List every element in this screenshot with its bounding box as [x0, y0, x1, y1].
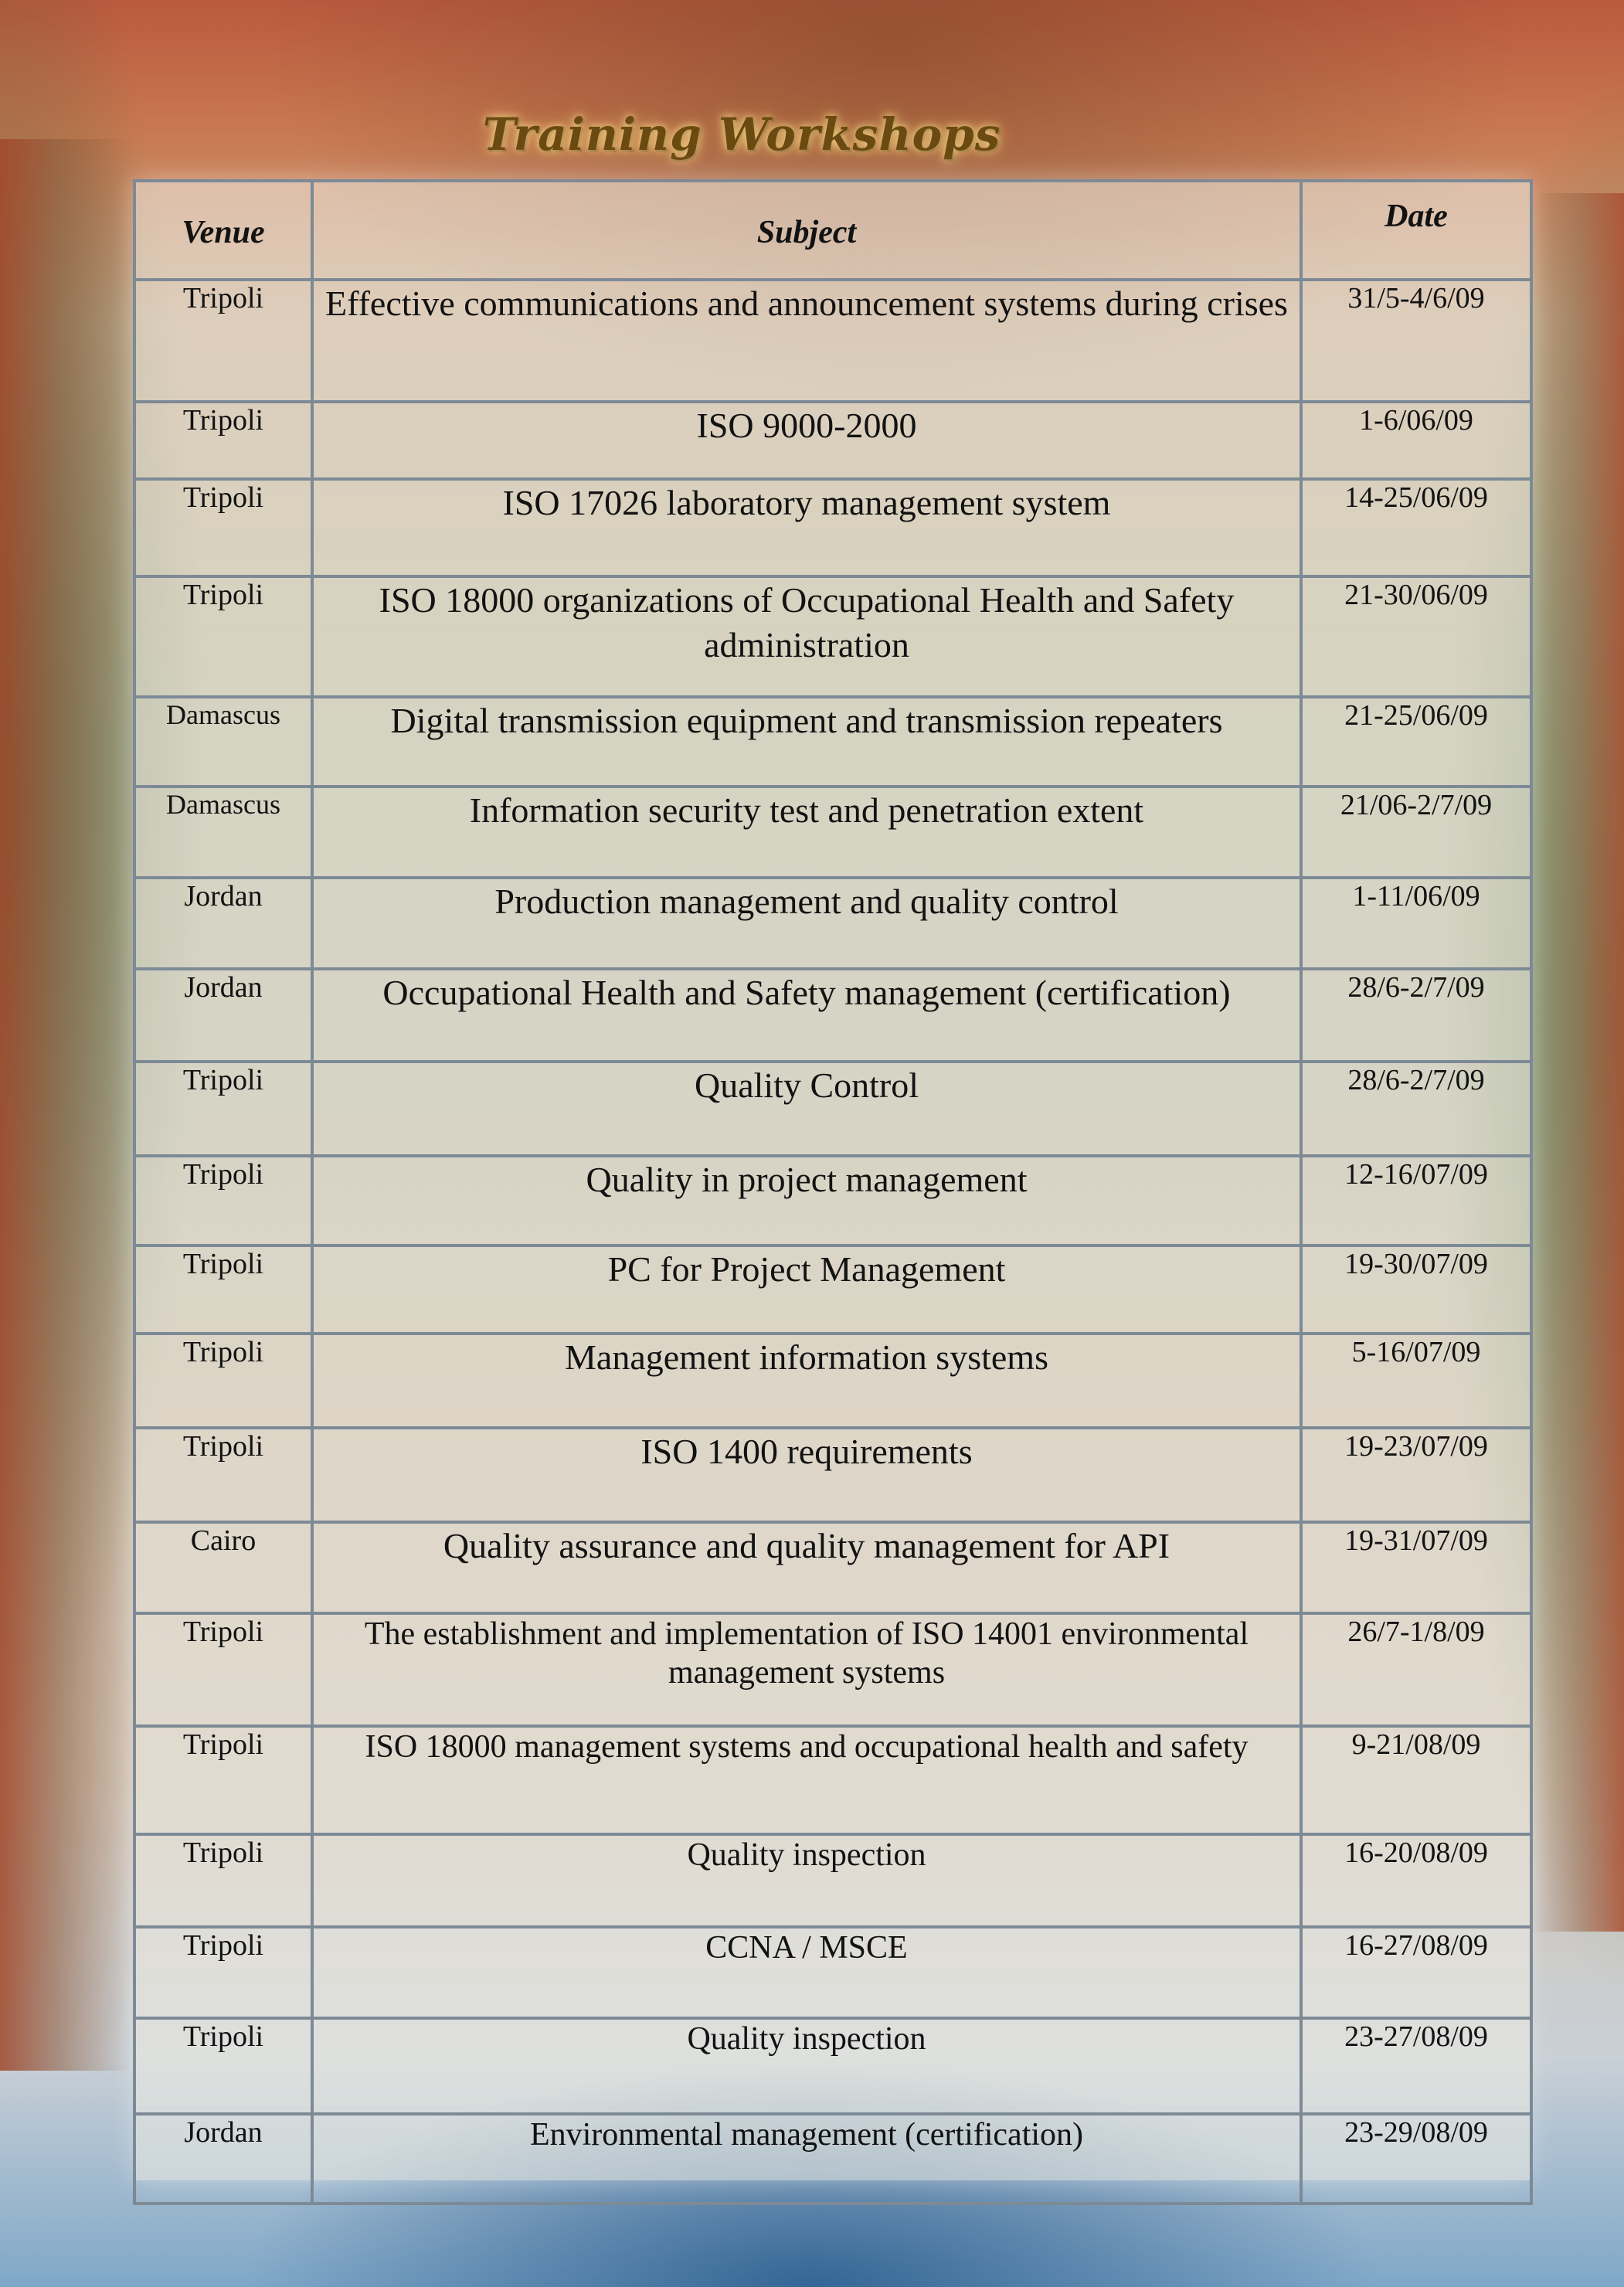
subject-cell: The establishment and implementation of ISO 14001 environmental management systems	[312, 1613, 1301, 1726]
table-row	[134, 402, 1531, 479]
subject-cell: Occupational Health and Safety management (certification)	[312, 969, 1301, 1062]
date-cell: 19-31/07/09	[1301, 1522, 1531, 1613]
venue-cell: Tripoli	[134, 1334, 312, 1428]
date-cell: 12-16/07/09	[1301, 1156, 1531, 1245]
workshops-table	[133, 179, 1533, 2205]
date-cell: 1-6/06/09	[1301, 402, 1531, 479]
date-cell: 5-16/07/09	[1301, 1334, 1531, 1428]
subject-cell: ISO 18000 management systems and occupational health and safety	[312, 1726, 1301, 1834]
subject-cell: Quality inspection	[312, 2018, 1301, 2114]
date-cell: 16-20/08/09	[1301, 1834, 1531, 1927]
table-row	[134, 787, 1531, 878]
date-cell: 9-21/08/09	[1301, 1726, 1531, 1834]
date-cell: 23-27/08/09	[1301, 2018, 1531, 2114]
table-row	[134, 1334, 1531, 1428]
subject-cell: ISO 17026 laboratory management system	[312, 479, 1301, 576]
venue-cell: Tripoli	[134, 1834, 312, 1927]
venue-cell: Tripoli	[134, 1062, 312, 1156]
subject-cell: ISO 18000 organizations of Occupational Health and Safety administration	[312, 576, 1301, 697]
date-cell: 26/7-1/8/09	[1301, 1613, 1531, 1726]
date-cell: 28/6-2/7/09	[1301, 1062, 1531, 1156]
subject-cell: Quality assurance and quality management for API	[312, 1522, 1301, 1613]
table-row	[134, 1726, 1531, 1834]
table-row	[134, 1522, 1531, 1613]
table-row	[134, 1428, 1531, 1522]
date-cell: 31/5-4/6/09	[1301, 280, 1531, 402]
venue-cell: Tripoli	[134, 576, 312, 697]
venue-cell: Tripoli	[134, 402, 312, 479]
venue-cell: Tripoli	[134, 1726, 312, 1834]
page-title: Training Workshops	[482, 108, 1001, 161]
date-cell: 16-27/08/09	[1301, 1927, 1531, 2018]
background-left-foliage	[0, 139, 131, 2071]
date-cell: 21-25/06/09	[1301, 697, 1531, 787]
venue-cell: Tripoli	[134, 479, 312, 576]
venue-cell: Tripoli	[134, 1156, 312, 1245]
subject-cell: ISO 1400 requirements	[312, 1428, 1301, 1522]
date-cell: 21-30/06/09	[1301, 576, 1531, 697]
subject-cell: Management information systems	[312, 1334, 1301, 1428]
venue-cell: Tripoli	[134, 1428, 312, 1522]
venue-cell: Damascus	[134, 787, 312, 878]
date-cell: 19-23/07/09	[1301, 1428, 1531, 1522]
date-cell: 28/6-2/7/09	[1301, 969, 1531, 1062]
date-cell: 19-30/07/09	[1301, 1245, 1531, 1334]
table-header-row	[134, 181, 1531, 280]
date-cell: 21/06-2/7/09	[1301, 787, 1531, 878]
column-header-venue: Venue	[134, 181, 312, 280]
table-row	[134, 1062, 1531, 1156]
venue-cell: Jordan	[134, 969, 312, 1062]
column-header-subject: Subject	[312, 181, 1301, 280]
table-row	[134, 1156, 1531, 1245]
subject-cell: Production management and quality control	[312, 878, 1301, 969]
table-row	[134, 1834, 1531, 1927]
subject-cell: Quality in project management	[312, 1156, 1301, 1245]
background-right-cliff	[1531, 193, 1624, 1932]
subject-cell: Environmental management (certification)	[312, 2114, 1301, 2204]
subject-cell: Quality inspection	[312, 1834, 1301, 1927]
venue-cell: Damascus	[134, 697, 312, 787]
subject-cell: PC for Project Management	[312, 1245, 1301, 1334]
subject-cell: Quality Control	[312, 1062, 1301, 1156]
table-row	[134, 1245, 1531, 1334]
venue-cell: Cairo	[134, 1522, 312, 1613]
column-header-date: Date	[1301, 181, 1531, 280]
table-row	[134, 1927, 1531, 2018]
date-cell: 23-29/08/09	[1301, 2114, 1531, 2204]
subject-cell: CCNA / MSCE	[312, 1927, 1301, 2018]
venue-cell: Tripoli	[134, 280, 312, 402]
venue-cell: Tripoli	[134, 1245, 312, 1334]
venue-cell: Jordan	[134, 878, 312, 969]
venue-cell: Tripoli	[134, 2018, 312, 2114]
table-row	[134, 878, 1531, 969]
date-cell: 1-11/06/09	[1301, 878, 1531, 969]
table-row	[134, 576, 1531, 697]
table-row	[134, 969, 1531, 1062]
venue-cell: Tripoli	[134, 1927, 312, 2018]
table-row	[134, 280, 1531, 402]
table-row	[134, 479, 1531, 576]
venue-cell: Tripoli	[134, 1613, 312, 1726]
venue-cell: Jordan	[134, 2114, 312, 2204]
subject-cell: Digital transmission equipment and transmission repeaters	[312, 697, 1301, 787]
subject-cell: Effective communications and announcement systems during crises	[312, 280, 1301, 402]
table-row	[134, 1613, 1531, 1726]
date-cell: 14-25/06/09	[1301, 479, 1531, 576]
table-row	[134, 2018, 1531, 2114]
table-row	[134, 697, 1531, 787]
subject-cell: ISO 9000-2000	[312, 402, 1301, 479]
subject-cell: Information security test and penetration extent	[312, 787, 1301, 878]
table-row	[134, 2114, 1531, 2204]
